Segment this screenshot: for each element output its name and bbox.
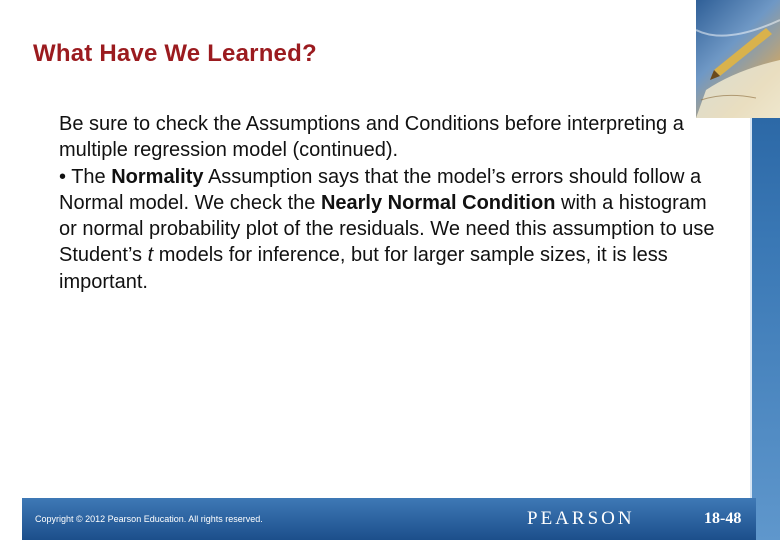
page-number: 18-48 — [704, 510, 742, 527]
intro-paragraph: Be sure to check the Assumptions and Conditions before interpreting a multiple regression model (continued). — [59, 113, 684, 162]
pen-image-graphic — [696, 0, 780, 118]
side-strip-divider — [750, 118, 752, 498]
slide-body — [59, 111, 719, 295]
normality-paragraph — [59, 164, 719, 295]
page-title: What Have We Learned? — [33, 40, 317, 67]
copyright-text: Copyright © 2012 Pearson Education. All rights reserved. — [35, 514, 263, 524]
brand-logo: PEARSON — [527, 508, 635, 529]
bullet-marker: • — [59, 165, 67, 188]
text-segment: with a histogram or normal probability plot of the residuals. We need this assumption to use Student’s — [59, 191, 715, 267]
pen-and-paper-icon — [696, 0, 780, 118]
text-segment: The — [66, 165, 112, 188]
italic-t: t — [147, 244, 154, 267]
text-segment: models for inference, but for larger sample sizes, it is less important. — [59, 244, 668, 293]
text-segment: Assumption says that the model’s errors should follow a Normal model. We check the — [59, 165, 702, 214]
bold-term-nearly-normal: Nearly Normal Condition — [320, 191, 556, 214]
bold-term-normality: Normality — [111, 165, 204, 188]
